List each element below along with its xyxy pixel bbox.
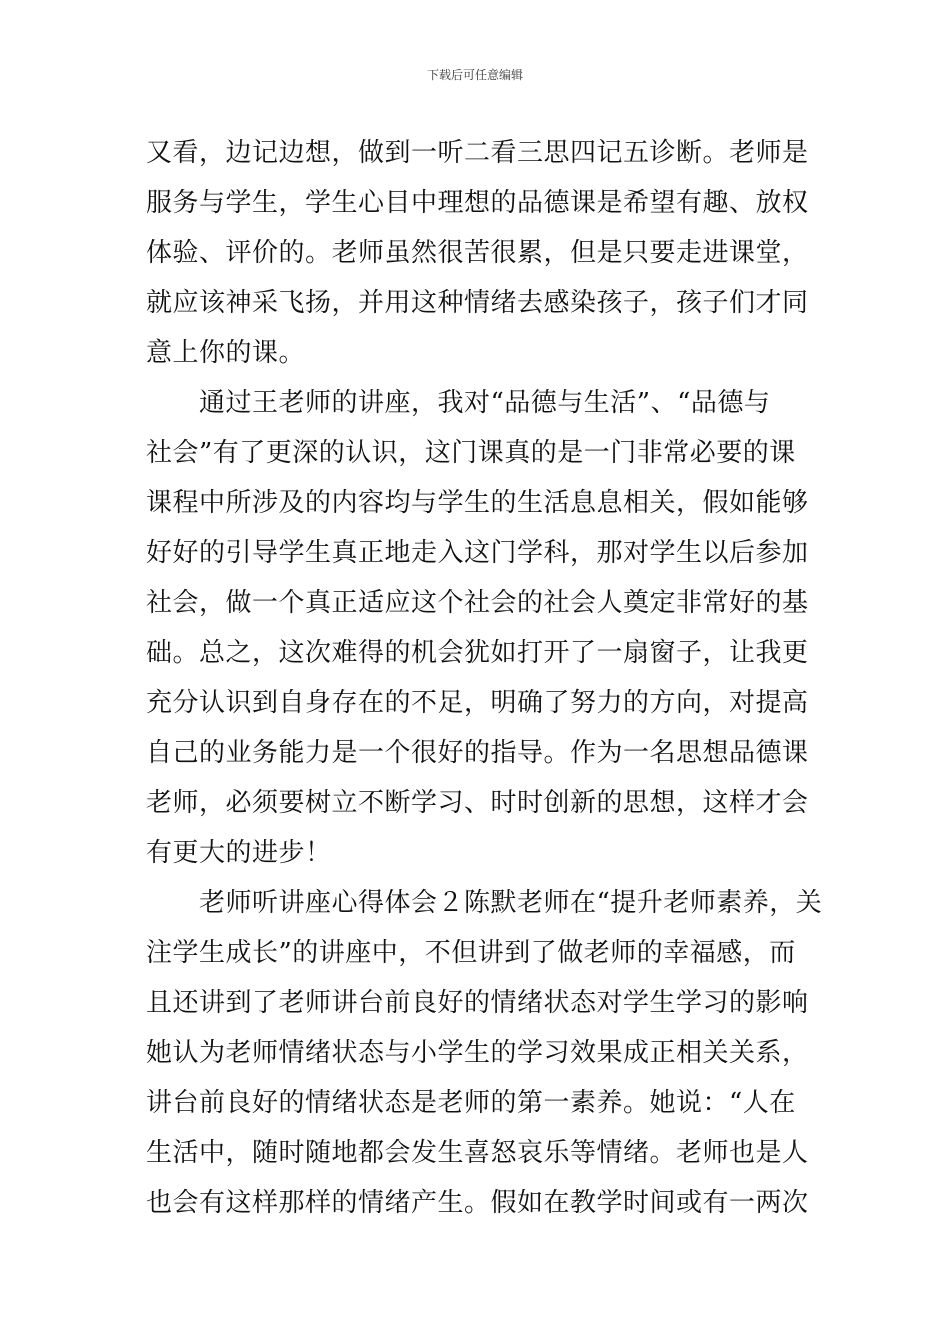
text-line: 础。总之，这次难得的机会犹如打开了一扇窗子，让我更 xyxy=(146,638,809,668)
text-line: 服务与学生，学生心目中理想的品德课是希望有趣、放权 xyxy=(146,188,809,218)
text-line: 老师听讲座心得体会２陈默老师在“提升老师素养，关 xyxy=(146,888,823,918)
document-body xyxy=(146,128,823,1228)
text-line: 有更大的进步！ xyxy=(146,838,332,868)
text-line: 且还讲到了老师讲台前良好的情绪状态对学生学习的影响 xyxy=(146,988,809,1018)
text-line: 通过王老师的讲座，我对“品德与生活”、“品德与 xyxy=(146,388,771,418)
page-header: 下载后可任意编辑 xyxy=(426,68,523,82)
text-line: 课程中所涉及的内容均与学生的生活息息相关，假如能够 xyxy=(146,488,809,518)
text-line: 自己的业务能力是一个很好的指导。作为一名思想品德课 xyxy=(146,738,809,768)
text-line: 注学生成长”的讲座中，不但讲到了做老师的幸福感，而 xyxy=(146,938,796,968)
text-line: 意上你的课。 xyxy=(146,338,306,368)
text-line: 生活中，随时随地都会发生喜怒哀乐等情绪。老师也是人 xyxy=(146,1138,809,1168)
text-line: 她认为老师情绪状态与小学生的学习效果成正相关关系， xyxy=(146,1038,809,1068)
text-line: 老师，必须要树立不断学习、时时创新的思想，这样才会 xyxy=(146,788,809,818)
text-line: 体验、评价的。老师虽然很苦很累，但是只要走进课堂， xyxy=(146,238,809,268)
text-line: 社会，做一个真正适应这个社会的社会人奠定非常好的基 xyxy=(146,588,809,618)
text-line: 讲台前良好的情绪状态是老师的第一素养。她说：“人在 xyxy=(146,1088,796,1118)
text-line: 好好的引导学生真正地走入这门学科，那对学生以后参加 xyxy=(146,538,809,568)
text-line: 充分认识到自身存在的不足，明确了努力的方向，对提高 xyxy=(146,688,809,718)
text-line: 也会有这样那样的情绪产生。假如在教学时间或有一两次 xyxy=(146,1188,809,1218)
text-line: 又看，边记边想，做到一听二看三思四记五诊断。老师是 xyxy=(146,138,809,168)
text-line: 就应该神采飞扬，并用这种情绪去感染孩子，孩子们才同 xyxy=(146,288,809,318)
text-line: 社会”有了更深的认识，这门课真的是一门非常必要的课 xyxy=(146,438,796,468)
